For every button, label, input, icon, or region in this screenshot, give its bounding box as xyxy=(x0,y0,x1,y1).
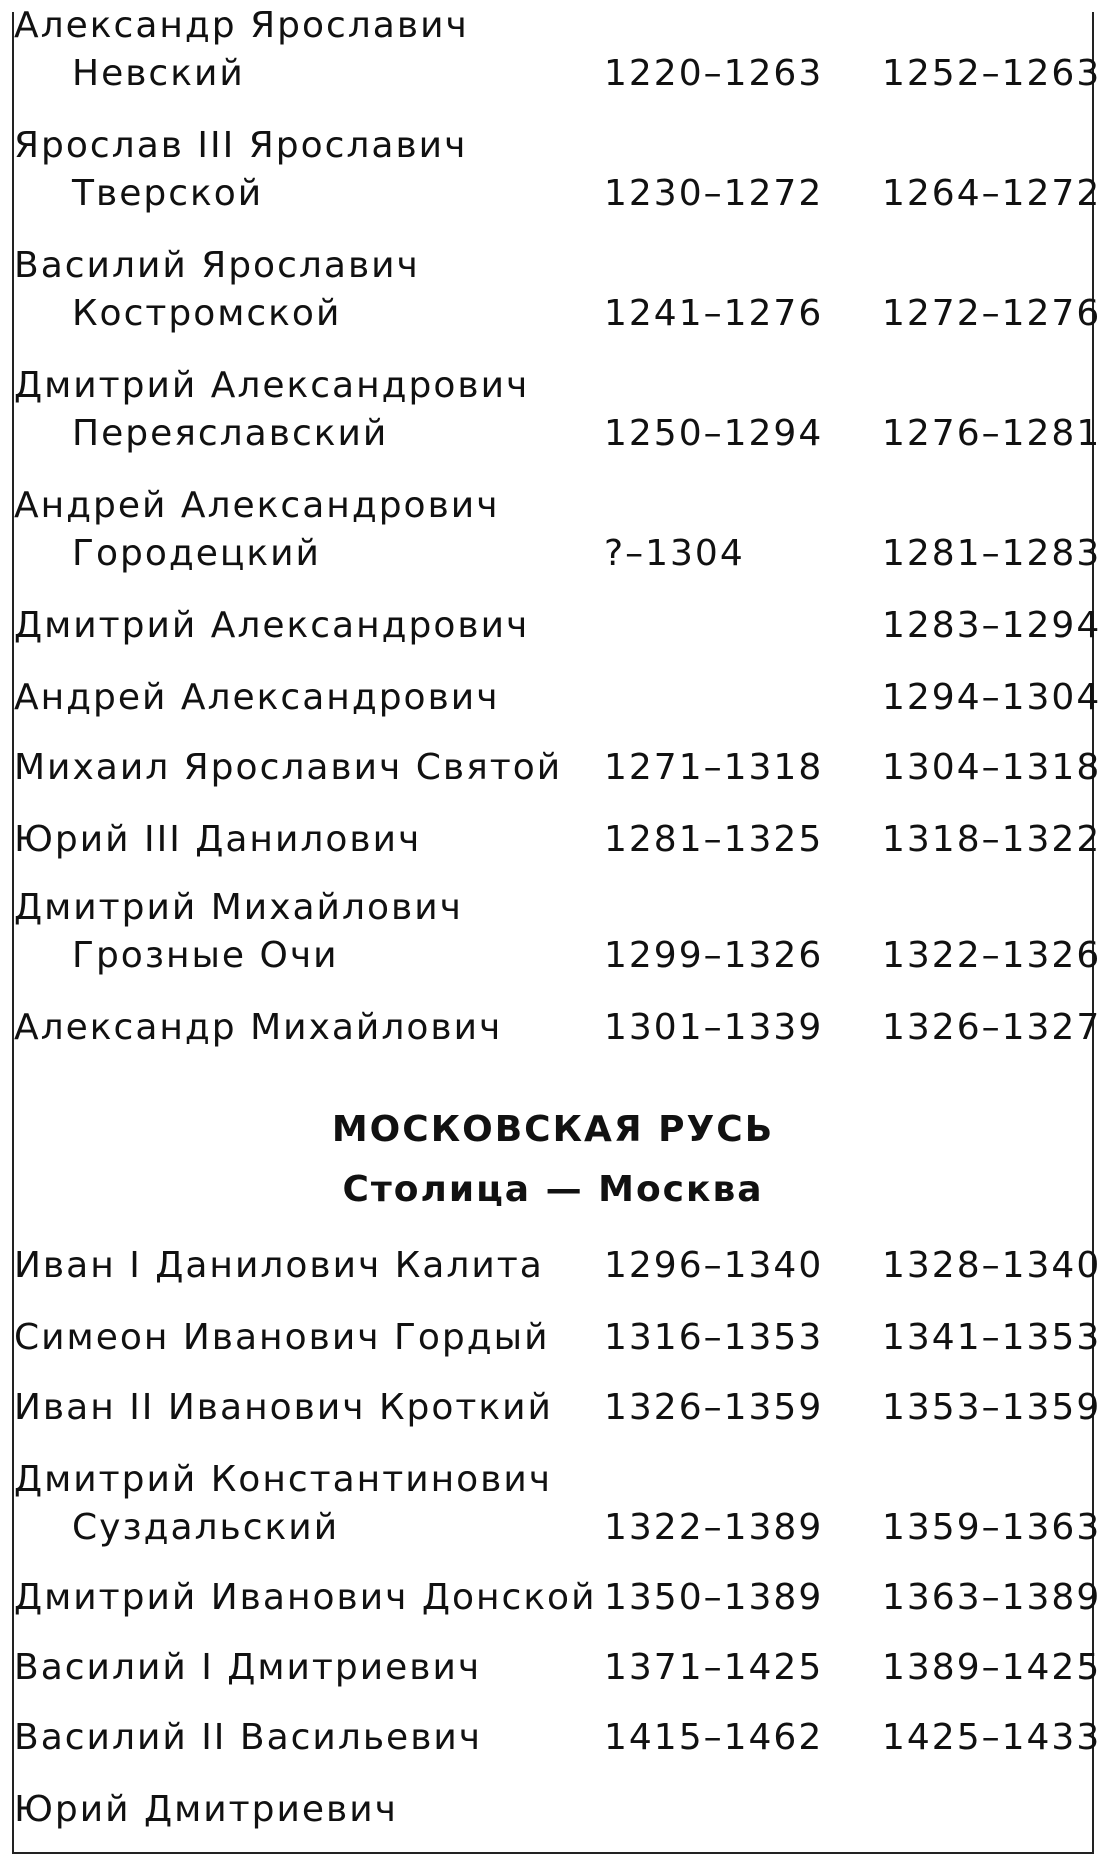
reign-years: 1264–1272 xyxy=(882,173,1102,214)
reign-years: 1283–1294 xyxy=(882,605,1102,646)
table-row xyxy=(14,482,1102,578)
ruler-name: Дмитрий Михайлович xyxy=(14,887,463,928)
life-years: 1296–1340 xyxy=(604,1245,824,1286)
life-years: 1230–1272 xyxy=(604,173,824,214)
reign-years: 1425–1433 xyxy=(882,1717,1102,1758)
ruler-epithet: Грозные Очи xyxy=(72,935,339,976)
ruler-name: Василий II Васильевич xyxy=(14,1717,483,1758)
ruler-epithet: Невский xyxy=(72,53,245,94)
life-years: 1350–1389 xyxy=(604,1577,824,1618)
ruler-epithet: Тверской xyxy=(72,173,264,214)
table-row xyxy=(14,1574,1102,1622)
ruler-name: Дмитрий Александрович xyxy=(14,365,530,406)
reign-years: 1294–1304 xyxy=(882,677,1102,718)
table-row xyxy=(14,1242,1102,1290)
table-row xyxy=(14,2,1102,98)
ruler-name: Андрей Александрович xyxy=(14,485,500,526)
life-years: 1250–1294 xyxy=(604,413,824,454)
table-row xyxy=(14,816,1102,864)
reign-years: 1281–1283 xyxy=(882,533,1102,574)
table-row xyxy=(14,602,1102,650)
reign-years: 1252–1263 xyxy=(882,53,1102,94)
life-years: 1241–1276 xyxy=(604,293,824,334)
reign-years: 1326–1327 xyxy=(882,1007,1102,1048)
table-row xyxy=(14,1314,1102,1362)
reign-years: 1328–1340 xyxy=(882,1245,1102,1286)
life-years: 1299–1326 xyxy=(604,935,824,976)
ruler-name: Андрей Александрович xyxy=(14,677,500,718)
ruler-name: Василий I Дмитриевич xyxy=(14,1647,482,1688)
ruler-epithet: Суздальский xyxy=(72,1507,340,1548)
section-title: МОСКОВСКАЯ РУСЬ xyxy=(331,1109,775,1150)
reign-years: 1272–1276 xyxy=(882,293,1102,334)
ruler-name: Александр Ярославич xyxy=(14,5,469,46)
table-row xyxy=(14,1004,1102,1052)
ruler-epithet: Городецкий xyxy=(72,533,321,574)
table-row xyxy=(14,1644,1102,1692)
ruler-name: Юрий III Данилович xyxy=(14,819,422,860)
ruler-name: Ярослав III Ярославич xyxy=(14,125,468,166)
reign-years: 1363–1389 xyxy=(882,1577,1102,1618)
ruler-epithet: Костромской xyxy=(72,293,342,334)
reign-years: 1318–1322 xyxy=(882,819,1102,860)
life-years: 1220–1263 xyxy=(604,53,824,94)
ruler-name: Александр Михайлович xyxy=(14,1007,503,1048)
life-years: 1271–1318 xyxy=(604,747,824,788)
table-row xyxy=(14,122,1102,218)
section-subtitle: Столица — Москва xyxy=(342,1169,764,1210)
ruler-name: Дмитрий Александрович xyxy=(14,605,530,646)
ruler-name: Дмитрий Константинович xyxy=(14,1459,553,1500)
life-years: ?–1304 xyxy=(604,533,745,574)
reign-years: 1353–1359 xyxy=(882,1387,1102,1428)
ruler-name: Иван II Иванович Кроткий xyxy=(14,1387,553,1428)
life-years: 1371–1425 xyxy=(604,1647,824,1688)
reign-years: 1322–1326 xyxy=(882,935,1102,976)
reign-years: 1359–1363 xyxy=(882,1507,1102,1548)
table-row xyxy=(14,362,1102,458)
life-years: 1415–1462 xyxy=(604,1717,824,1758)
table-row xyxy=(14,242,1102,338)
ruler-name: Юрий Дмитриевич xyxy=(14,1789,398,1830)
life-years: 1316–1353 xyxy=(604,1317,824,1358)
ruler-name: Василий Ярославич xyxy=(14,245,420,286)
reign-years: 1276–1281 xyxy=(882,413,1102,454)
life-years: 1281–1325 xyxy=(604,819,824,860)
reign-years: 1341–1353 xyxy=(882,1317,1102,1358)
life-years: 1301–1339 xyxy=(604,1007,824,1048)
ruler-name: Иван I Данилович Калита xyxy=(14,1245,544,1286)
ruler-name: Симеон Иванович Гордый xyxy=(14,1317,550,1358)
reign-years: 1304–1318 xyxy=(882,747,1102,788)
ruler-epithet: Переяславский xyxy=(72,413,389,454)
table-row xyxy=(14,884,1102,980)
ruler-name: Дмитрий Иванович Донской xyxy=(14,1577,597,1618)
ruler-name: Михаил Ярославич Святой xyxy=(14,747,563,788)
table-row xyxy=(14,1786,1094,1834)
table-row xyxy=(14,1456,1102,1552)
table-row xyxy=(14,1384,1102,1432)
table-row xyxy=(14,1714,1102,1762)
life-years: 1326–1359 xyxy=(604,1387,824,1428)
reign-years: 1389–1425 xyxy=(882,1647,1102,1688)
table-row xyxy=(14,744,1102,792)
life-years: 1322–1389 xyxy=(604,1507,824,1548)
table-row xyxy=(14,674,1102,722)
